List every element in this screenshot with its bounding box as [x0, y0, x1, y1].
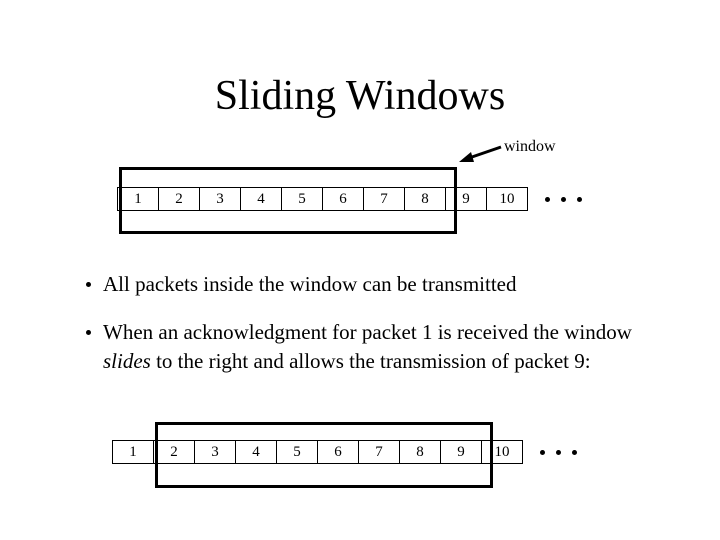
- packet-cell: 2: [154, 440, 195, 464]
- packet-cell: 5: [277, 440, 318, 464]
- bullet-text-italic: slides: [103, 349, 151, 373]
- bullet-text: [103, 318, 663, 376]
- packet-cell: 3: [200, 187, 241, 211]
- window-arrow-icon: [455, 143, 505, 167]
- dot-icon: [545, 197, 550, 202]
- dot-icon: [561, 197, 566, 202]
- dot-icon: [577, 197, 582, 202]
- packet-cell: 6: [323, 187, 364, 211]
- sliding-window-frame-bottom: [155, 422, 493, 488]
- bullet-text-part: to the right and allows the transmission of packet 9:: [150, 349, 591, 373]
- packet-cell: 3: [195, 440, 236, 464]
- dot-icon: [540, 450, 545, 455]
- packet-cell: 2: [159, 187, 200, 211]
- packet-cell: 7: [364, 187, 405, 211]
- packet-cell: 1: [118, 187, 159, 211]
- dot-icon: [572, 450, 577, 455]
- window-label: window: [504, 138, 556, 155]
- dot-icon: [556, 450, 561, 455]
- packet-cell: 5: [282, 187, 323, 211]
- packet-cell: 10: [482, 440, 523, 464]
- packet-cell: 6: [318, 440, 359, 464]
- packet-cell: 4: [241, 187, 282, 211]
- bullet-text-part: When an acknowledgment for packet 1 is received the window: [103, 320, 632, 344]
- packet-cell: 8: [405, 187, 446, 211]
- packet-cell: 8: [400, 440, 441, 464]
- packet-cell: 10: [487, 187, 528, 211]
- sliding-window-frame-top: [119, 167, 457, 234]
- ellipsis-dots-top: [545, 197, 582, 202]
- packet-cell: 9: [446, 187, 487, 211]
- packet-cell: 1: [113, 440, 154, 464]
- packet-cell: 7: [359, 440, 400, 464]
- packet-cell: 9: [441, 440, 482, 464]
- bullet-text: All packets inside the window can be transmitted: [103, 272, 517, 296]
- slide-title: Sliding Windows: [214, 73, 506, 119]
- bullet-icon: [86, 330, 91, 335]
- packet-cell: 4: [236, 440, 277, 464]
- bullet-icon: [86, 282, 91, 287]
- ellipsis-dots-bottom: [540, 450, 577, 455]
